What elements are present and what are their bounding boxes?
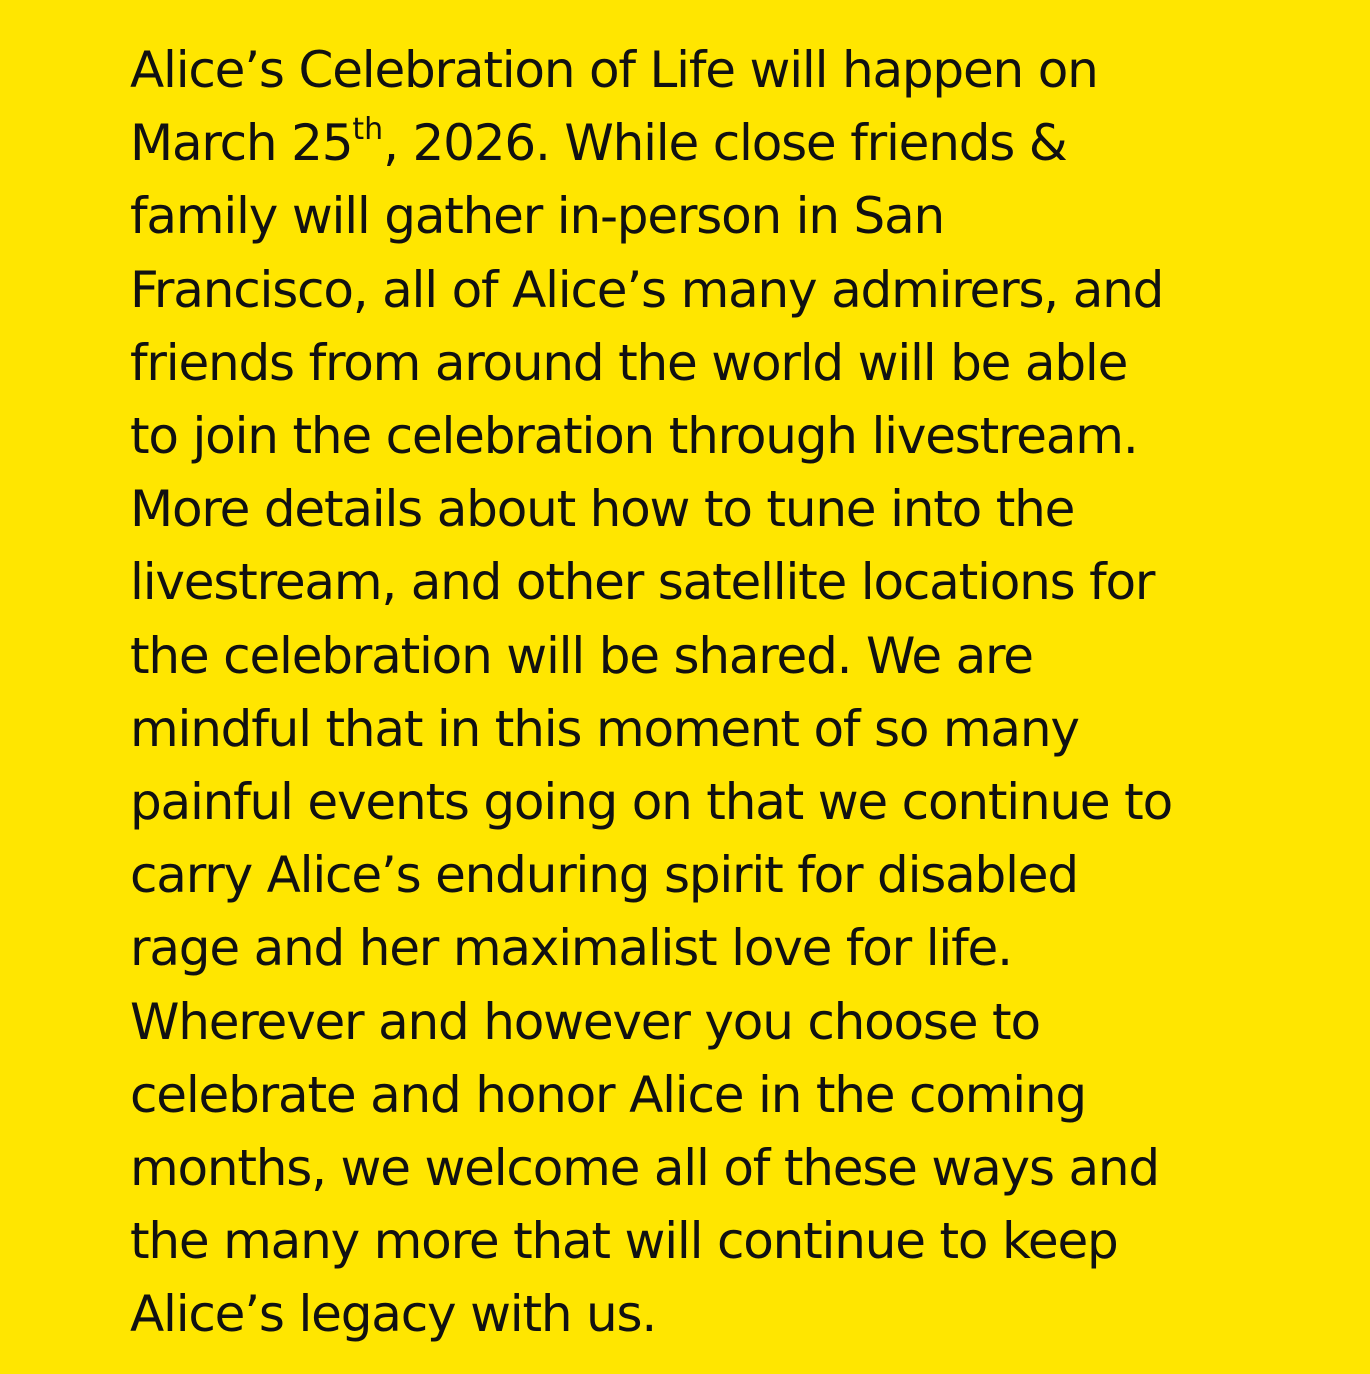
announcement-date-line (130, 107, 1270, 180)
announcement-line: painful events going on that we continue to (130, 773, 1172, 832)
announcement-line: livestream, and other satellite locations for (130, 553, 1155, 612)
announcement-line: carry Alice’s enduring spirit for disabled (130, 846, 1078, 905)
announcement-line: months, we welcome all of these ways and (130, 1139, 1159, 1198)
announcement-line: the celebration will be shared. We are (130, 626, 1033, 685)
announcement-line: Francisco, all of Alice’s many admirers, and (130, 260, 1164, 319)
announcement-line: Alice’s Celebration of Life will happen on (130, 41, 1098, 99)
announcement-line: Wherever and however you choose to (130, 992, 1040, 1051)
announcement-line: More details about how to tune into the (130, 480, 1075, 539)
announcement-text (130, 34, 1270, 1352)
announcement-line: rage and her maximalist love for life. (130, 919, 1012, 978)
date-line-continuation: , 2026. While close friends & (383, 114, 1067, 173)
ordinal-suffix: th (352, 111, 384, 147)
announcement-line: mindful that in this moment of so many (130, 699, 1079, 758)
announcement-line: Alice’s legacy with us. (130, 1285, 657, 1344)
date-text: March 25 (130, 114, 353, 173)
announcement-line: family will gather in-person in San (130, 187, 945, 246)
announcement-line: friends from around the world will be able (130, 333, 1128, 392)
announcement-line: celebrate and honor Alice in the coming (130, 1065, 1086, 1124)
announcement-line: the many more that will continue to keep (130, 1212, 1118, 1271)
announcement-line: to join the celebration through livestream. (130, 407, 1138, 466)
